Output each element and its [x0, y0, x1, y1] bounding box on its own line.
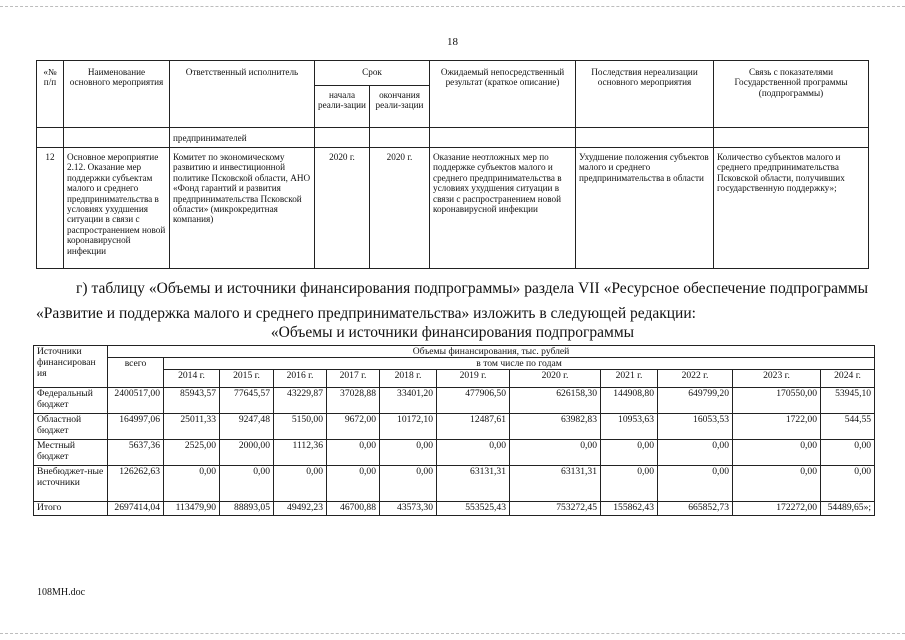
page-number: 18: [447, 36, 458, 48]
header-source: Источники финансирован ия: [34, 346, 108, 388]
cell-year-value: 2525,00: [164, 440, 220, 466]
cell-year-value: 0,00: [658, 440, 733, 466]
cell-empty: [370, 128, 430, 148]
cell-year-value: 0,00: [601, 466, 658, 502]
cell-total: 126262,63: [108, 466, 164, 502]
cell-year-value: 544,55: [821, 414, 875, 440]
cell-year-value: 63131,31: [437, 466, 510, 502]
cell-year-value: 53945,10: [821, 388, 875, 414]
finance-row: [34, 388, 875, 414]
cell-year-value: 63982,83: [510, 414, 601, 440]
cell-executor-continuation: предпринимателей: [170, 128, 315, 148]
cell-year-value: 9672,00: [327, 414, 380, 440]
finance-row: [34, 440, 875, 466]
finance-table: [33, 345, 875, 516]
cell-year-value: 63131,31: [510, 466, 601, 502]
header-result: Ожидаемый непосредственный результат (краткое описание): [430, 61, 576, 128]
cell-year-value: 0,00: [658, 466, 733, 502]
bottom-scan-edge: [0, 633, 905, 634]
header-year: 2024 г.: [821, 370, 875, 388]
cell-year-value: 170550,00: [733, 388, 821, 414]
cell-year-value: 77645,57: [220, 388, 274, 414]
cell-source: Федеральный бюджет: [34, 388, 108, 414]
cell-total: 2400517,00: [108, 388, 164, 414]
header-year: 2015 г.: [220, 370, 274, 388]
cell-year-value: 37028,88: [327, 388, 380, 414]
cell-num: 12: [37, 148, 64, 269]
cell-year-value: 43229,87: [274, 388, 327, 414]
cell-executor: Комитет по экономическому развитию и инвестиционной политике Псковской области, АНО «Фонд гарантий и развития предпринимательства Псковской области» (микрокредитная компания): [170, 148, 315, 269]
cell-year-value: 0,00: [733, 440, 821, 466]
cell-link: Количество субъектов малого и среднего предпринимательства Псковской области, получивших государственную поддержку»;: [714, 148, 869, 269]
cell-total: 2697414,04: [108, 502, 164, 516]
cell-start: 2020 г.: [315, 148, 370, 269]
cell-year-value: 553525,43: [437, 502, 510, 516]
cell-source: Местный бюджет: [34, 440, 108, 466]
header-year: 2014 г.: [164, 370, 220, 388]
cell-year-value: 33401,20: [380, 388, 437, 414]
cell-year-value: 10953,63: [601, 414, 658, 440]
header-by-year: в том числе по годам: [164, 358, 875, 370]
cell-year-value: 0,00: [327, 466, 380, 502]
cell-result: Оказание неотложных мер по поддержке субъектов малого и среднего предпринимательства в условиях ухудшения ситуации в связи с распространением новой коронавирусной инфекции: [430, 148, 576, 269]
cell-year-value: 0,00: [274, 466, 327, 502]
cell-year-value: 0,00: [164, 466, 220, 502]
cell-empty: [430, 128, 576, 148]
finance-heading: «Объемы и источники финансирования подпрограммы: [270, 324, 635, 341]
header-year: 2017 г.: [327, 370, 380, 388]
header-year: 2021 г.: [601, 370, 658, 388]
cell-year-value: 155862,43: [601, 502, 658, 516]
cell-empty: [64, 128, 170, 148]
cell-year-value: 2000,00: [220, 440, 274, 466]
top-scan-edge: [0, 6, 905, 7]
cell-year-value: 172272,00: [733, 502, 821, 516]
cell-source: Областной бюджет: [34, 414, 108, 440]
amendment-paragraph: г) таблицу «Объемы и источники финансирования подпрограммы» раздела VII «Ресурсное обеспечение подпрограммы «Развитие и поддержка малого и среднего предпринимательства» изложить в следующей редакции:: [36, 280, 868, 322]
header-volumes: Объемы финансирования, тыс. рублей: [108, 346, 875, 358]
finance-row: [34, 466, 875, 502]
cell-year-value: 113479,90: [164, 502, 220, 516]
header-name: Наименование основного мероприятия: [64, 61, 170, 128]
cell-year-value: 49492,23: [274, 502, 327, 516]
header-term-start: начала реали-зации: [315, 86, 370, 128]
cell-source: Внебюджет-ные источники: [34, 466, 108, 502]
cell-year-value: 0,00: [220, 466, 274, 502]
cell-year-value: 25011,33: [164, 414, 220, 440]
cell-end: 2020 г.: [370, 148, 430, 269]
header-year: 2020 г.: [510, 370, 601, 388]
header-year: 2016 г.: [274, 370, 327, 388]
cell-year-value: 85943,57: [164, 388, 220, 414]
cell-year-value: 12487,61: [437, 414, 510, 440]
cell-empty: [714, 128, 869, 148]
cell-year-value: 0,00: [437, 440, 510, 466]
cell-year-value: 753272,45: [510, 502, 601, 516]
header-term: Срок: [315, 61, 430, 86]
cell-year-value: 0,00: [510, 440, 601, 466]
cell-year-value: 477906,50: [437, 388, 510, 414]
cell-year-value: 5150,00: [274, 414, 327, 440]
cell-year-value: 9247,48: [220, 414, 274, 440]
cell-year-value: 10172,10: [380, 414, 437, 440]
file-name: 108МН.doc: [37, 587, 86, 598]
measures-table: [36, 60, 869, 269]
header-year: 2018 г.: [380, 370, 437, 388]
cell-year-value: 0,00: [821, 440, 875, 466]
header-executor: Ответственный исполнитель: [170, 61, 315, 128]
header-year: 2023 г.: [733, 370, 821, 388]
cell-year-value: 16053,53: [658, 414, 733, 440]
header-total: всего: [108, 358, 164, 388]
cell-year-value: 0,00: [380, 466, 437, 502]
cell-empty: [576, 128, 714, 148]
cell-total: 5637,36: [108, 440, 164, 466]
cell-year-value: 88893,05: [220, 502, 274, 516]
cell-consequences: Ухудшение положения субъектов малого и среднего предпринимательства в области: [576, 148, 714, 269]
header-year: 2022 г.: [658, 370, 733, 388]
cell-year-value: 144908,80: [601, 388, 658, 414]
cell-name: Основное мероприятие 2.12. Оказание мер поддержки субъектам малого и среднего предпринимательства в условиях ухудшения ситуации в связи с распространением новой коронавирусной инфекции: [64, 148, 170, 269]
cell-year-value: 626158,30: [510, 388, 601, 414]
cell-year-value: 0,00: [733, 466, 821, 502]
finance-row: [34, 502, 875, 516]
cell-empty: [37, 128, 64, 148]
cell-year-value: 1112,36: [274, 440, 327, 466]
cell-source: Итого: [34, 502, 108, 516]
continuation-row: [37, 128, 869, 148]
cell-year-value: 46700,88: [327, 502, 380, 516]
header-consequences: Последствия нереализации основного мероприятия: [576, 61, 714, 128]
finance-row: [34, 414, 875, 440]
cell-year-value: 0,00: [821, 466, 875, 502]
cell-empty: [315, 128, 370, 148]
cell-year-value: 0,00: [601, 440, 658, 466]
header-link: Связь с показателями Государственной программы (подпрограммы): [714, 61, 869, 128]
cell-year-value: 54489,65»;: [821, 502, 875, 516]
cell-year-value: 0,00: [327, 440, 380, 466]
cell-year-value: 0,00: [380, 440, 437, 466]
cell-total: 164997,06: [108, 414, 164, 440]
cell-year-value: 649799,20: [658, 388, 733, 414]
cell-year-value: 43573,30: [380, 502, 437, 516]
header-num: «№ п/п: [37, 61, 64, 128]
measure-row: [37, 148, 869, 269]
header-year: 2019 г.: [437, 370, 510, 388]
header-term-end: окончания реали-зации: [370, 86, 430, 128]
cell-year-value: 665852,73: [658, 502, 733, 516]
cell-year-value: 1722,00: [733, 414, 821, 440]
